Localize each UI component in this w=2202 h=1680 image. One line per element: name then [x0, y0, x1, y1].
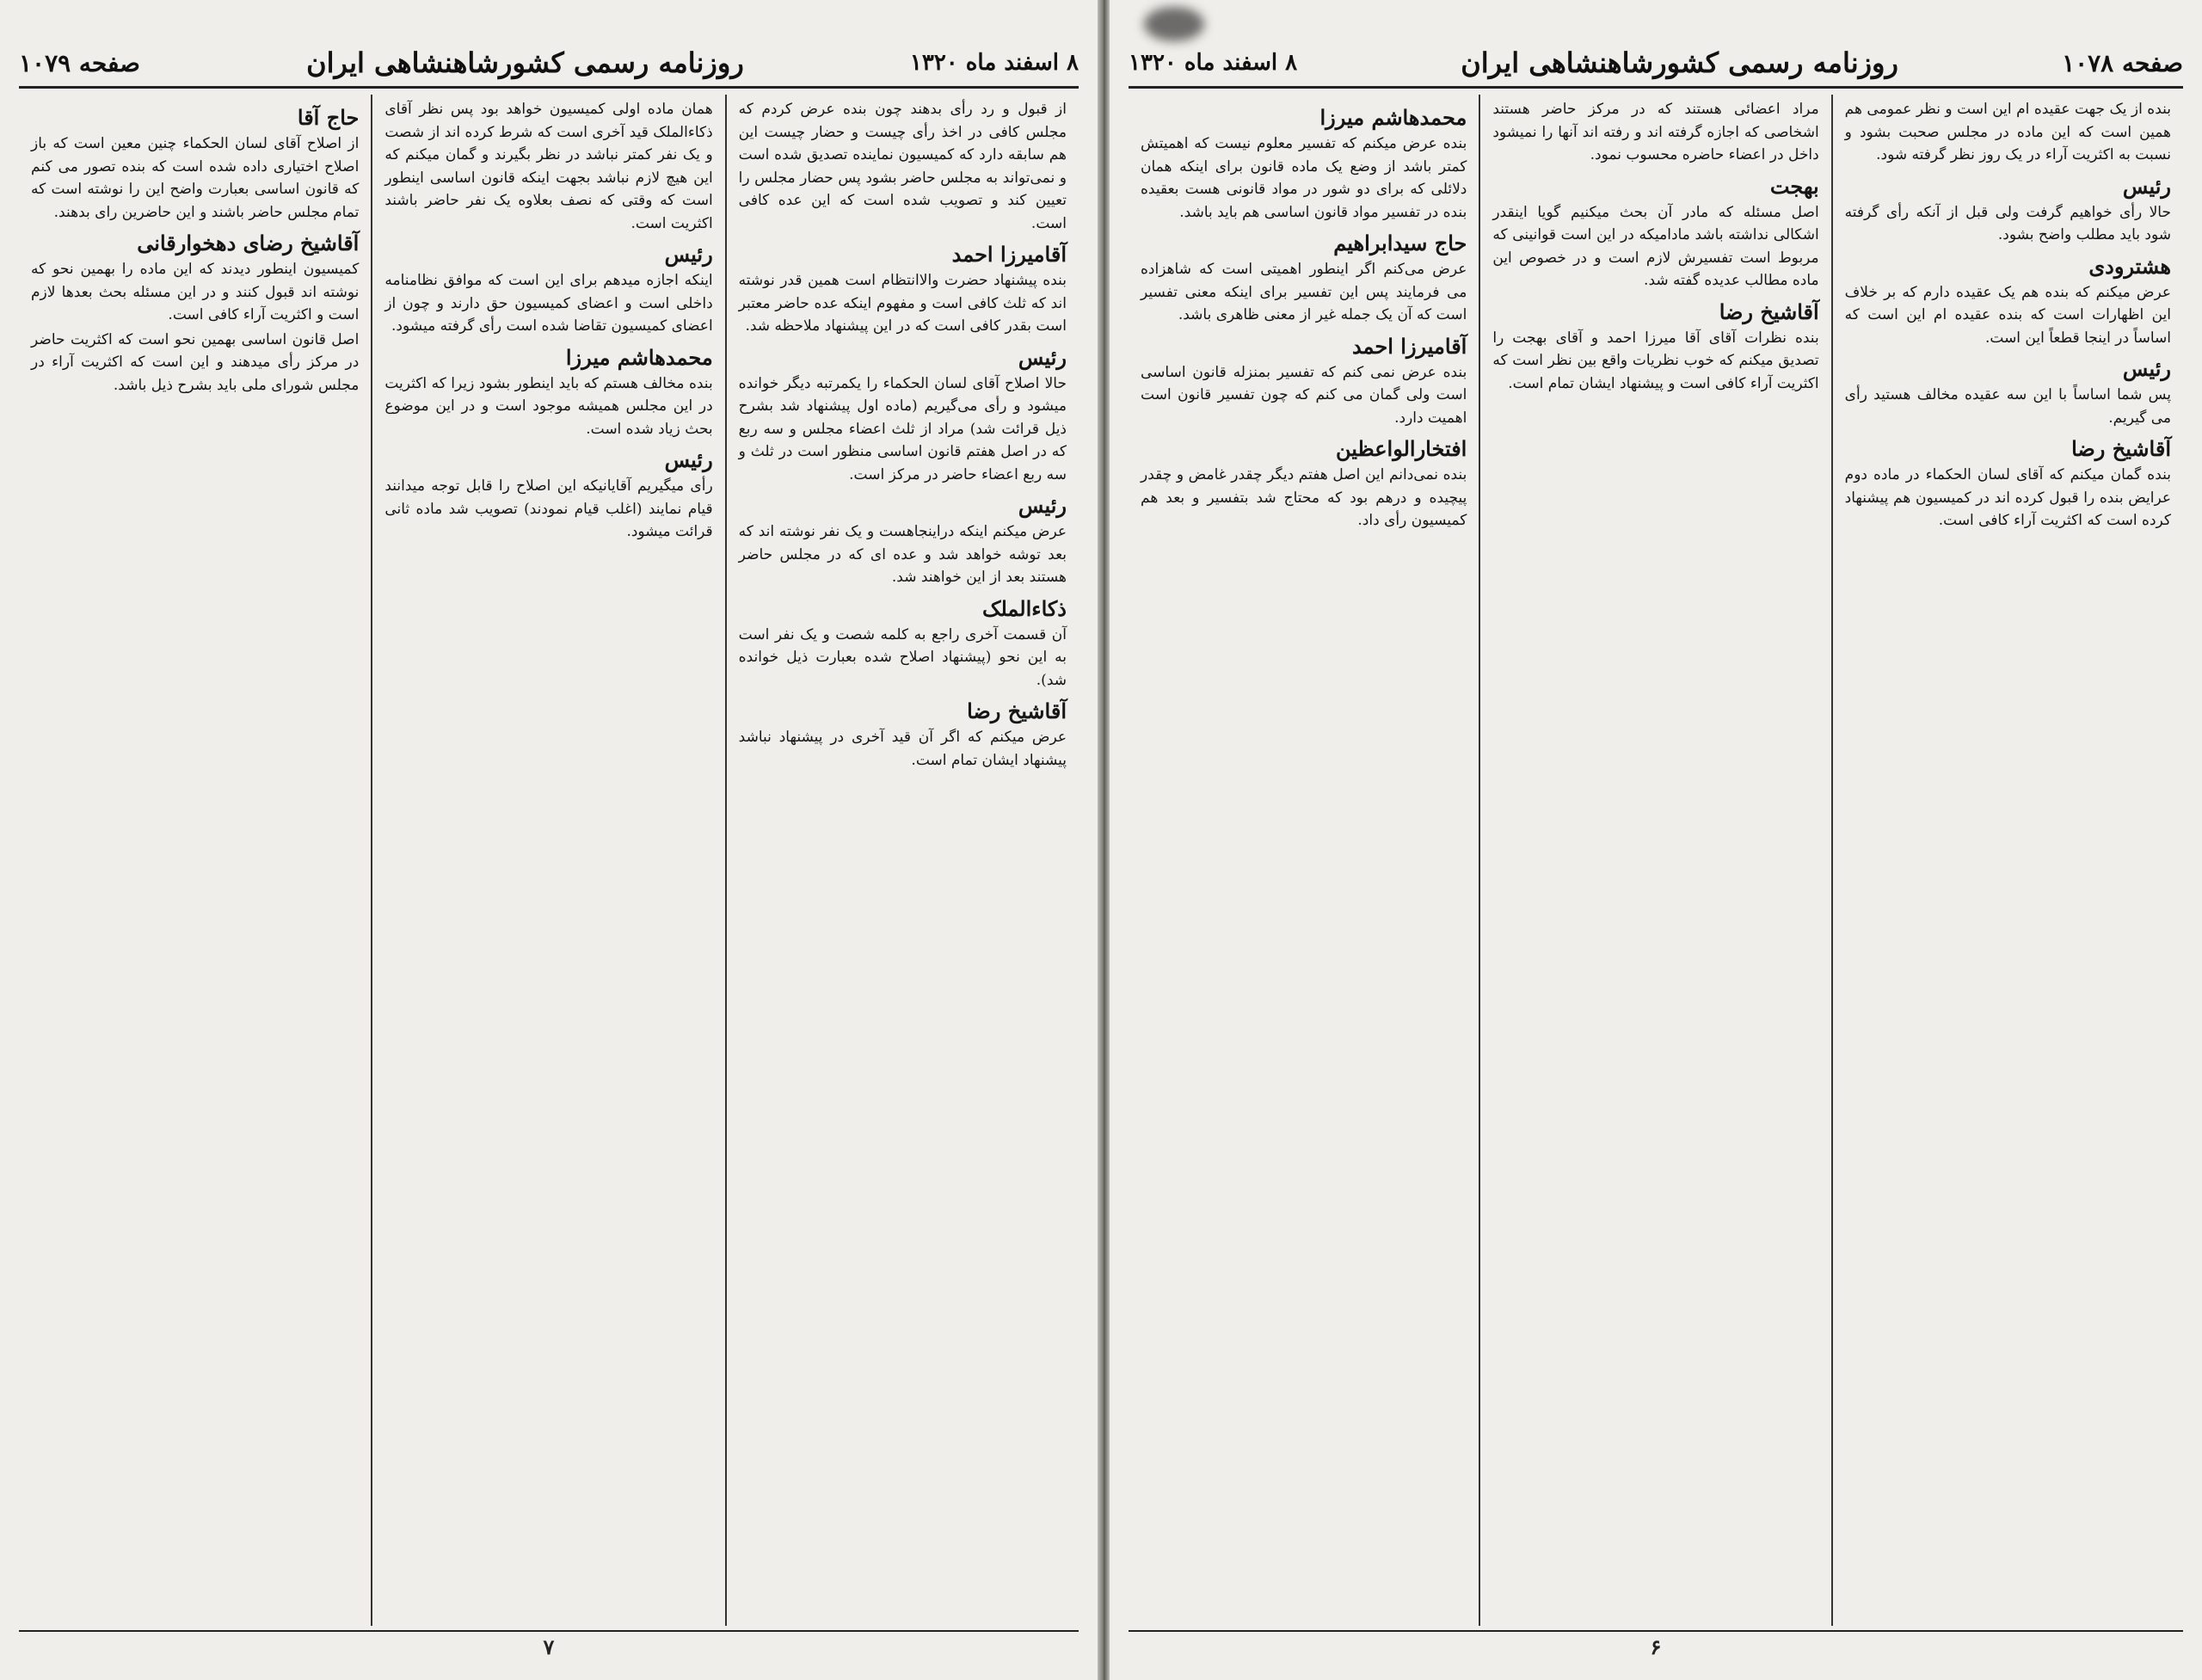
left-page-header — [19, 38, 1079, 88]
right-column-2 — [1480, 95, 1832, 1626]
speaker-name: آقاشیخ رضای دهخوارقانی — [137, 231, 360, 255]
speaker-name: رئیس — [664, 447, 713, 472]
speaker-name: رئیس — [2122, 173, 2171, 199]
right-footer-rule — [1129, 1630, 2183, 1632]
speaker-name: آقامیرزا احمد — [951, 242, 1067, 267]
speaker-name: آقامیرزا احمد — [1351, 333, 1467, 359]
speaker-name: ذکاءالملک — [982, 595, 1067, 621]
speaker-name: رئیس — [1018, 344, 1067, 370]
left-header-title: روزنامه رسمی کشورشاهنشاهی ایران — [306, 46, 744, 79]
paragraph: عرض میکنم اینکه دراینجاهست و یک نفر نوشته اند که بعد توشه خواهد شد و عده ای که در مجلس حاضر هستند بعد از این خواهند شد. — [738, 523, 1067, 586]
paragraph: همان ماده اولی کمیسیون خواهد بود پس نظر آقای ذکاءالملک قید آخری است که شرط کرده اند از شصت و یک نفر کمتر نباشد در نظر بگیرند و گمان میکنم که این هیچ لازم نباشد بجهت اینکه قانون اساسی اینطور است که وقتی که نصف بعلاوه یک نفر حاضر باشند اکثریت است. — [384, 101, 713, 232]
left-header-rule — [19, 86, 1079, 89]
speaker-name: رئیس — [664, 242, 713, 267]
paragraph: حالا رأی خواهیم گرفت ولی قبل از آنکه رأی گرفته شود باید مطلب واضح بشود. — [1844, 203, 2171, 243]
right-page-number: ۶ — [1650, 1634, 1662, 1659]
right-header-date: ۸ اسفند ماه ۱۳۲۰ — [1129, 50, 1298, 76]
right-column-3 — [1129, 95, 1480, 1626]
left-header-page-label: صفحه ۱۰۷۹ — [19, 48, 140, 77]
paragraph: بنده از یک جهت عقیده ام این است و نظر عمومی هم همین است که این ماده در مجلس صحبت بشود و نسبت به اکثریت آراء در یک روز نظر گرفته شود. — [1844, 101, 2171, 163]
book-gutter — [1098, 0, 1110, 1680]
right-header-rule — [1129, 86, 2183, 89]
speaker-name: آقاشیخ رضا — [967, 698, 1067, 723]
right-page — [1110, 0, 2202, 1680]
speaker-name: محمدهاشم میرزا — [1319, 105, 1467, 130]
right-page-header — [1129, 38, 2183, 88]
paragraph: بنده پیشنهاد حضرت والاانتظام است همین قدر نوشته اند که ثلث کافی است و مفهوم اینکه عده حاضر معتبر است بقدر کافی است که در این پیشنهاد ملاحظه شد. — [738, 272, 1067, 335]
left-header-date: ۸ اسفند ماه ۱۳۲۰ — [909, 50, 1079, 76]
paragraph: بنده نظرات آقای آقا میرزا احمد و آقای بهجت را تصدیق میکنم که خوب نظریات واقع بین نظر است که اکثریت آراء کافی است و پیشنهاد ایشان تمام است. — [1492, 329, 1819, 392]
right-header-title: روزنامه رسمی کشورشاهنشاهی ایران — [1461, 46, 1898, 79]
speaker-name: آقاشیخ رضا — [1719, 298, 1819, 324]
paragraph: کمیسیون اینطور دیدند که این ماده را بهمین نحو که نوشته اند قبول کنند و در این مسئله بحث بعدها لازم است و اکثریت آراء کافی است. — [31, 261, 360, 323]
paragraph: پس شما اساساً با این سه عقیده مخالف هستید رأی می گیریم. — [1844, 386, 2171, 427]
paragraph: بنده عرض نمی کنم که تفسیر بمنزله قانون اساسی است ولی گمان می کنم که چون تفسیر قانون است اهمیت دارد. — [1141, 363, 1467, 427]
paragraph: رأی میگیریم آقایانیکه این اصلاح را قابل توجه میدانند قیام نمایند (اغلب قیام نمودند) تصویب شد ماده ثانی قرائت میشود. — [384, 477, 713, 540]
paragraph: اینکه اجازه میدهم برای این است که موافق نظامنامه داخلی است و اعضای کمیسیون حق دارند و چون از اعضای کمیسیون تقاضا شده است رأی گرفته میشود. — [384, 272, 713, 335]
speaker-name: هشترودی — [2088, 253, 2171, 279]
paragraph: بنده عرض میکنم که تفسیر معلوم نیست که اهمیتش کمتر باشد از وضع یک ماده قانون برای اینکه همان دلائلی که برای دو شور در مواد قانونی هست بعقیده بنده در تفسیر مواد قانون اساسی هم باید باشد. — [1141, 135, 1467, 221]
left-page — [0, 0, 1098, 1680]
left-column-2 — [372, 95, 726, 1626]
paragraph: مراد اعضائی هستند که در مرکز حاضر هستند اشخاصی که اجازه گرفته اند و رفته اند آنها را نمیشود داخل در اعضاء حاضره محسوب نمود. — [1492, 101, 1819, 163]
speaker-name: بهجت — [1769, 173, 1819, 199]
ink-smudge — [1144, 7, 1204, 41]
paragraph: حالا اصلاح آقای لسان الحکماء را یکمرتبه دیگر خوانده میشود و رأی می‌گیریم (ماده اول پیشنهاد شد بشرح ذیل قرائت شد) مراد از ثلث اعضاء مجلس و سه ربع که در اصل هفتم قانون اساسی منظور است در ثلث و سه ربع اعضاء حاضر در مرکز است. — [738, 374, 1067, 483]
speaker-name: آقاشیخ رضا — [2071, 436, 2171, 461]
paragraph: بنده نمی‌دانم این اصل هفتم دیگر چقدر غامض و چقدر پیچیده و درهم بود که محتاج شد بتفسیر و بعد هم کمیسیون رأی داد. — [1141, 466, 1467, 529]
speaker-name: رئیس — [2122, 356, 2171, 381]
paragraph: بنده گمان میکنم که آقای لسان الحکماء در ماده دوم عرایض بنده را قبول کرده اند در کمیسیون هم پیشنهاد کرده است که اکثریت آراء کافی است. — [1844, 466, 2171, 529]
left-page-number: ۷ — [543, 1634, 555, 1659]
paragraph: عرض میکنم که اگر آن قید آخری در پیشنهاد نباشد پیشنهاد ایشان تمام است. — [738, 729, 1067, 769]
paragraph: آن قسمت آخری راجع به کلمه شصت و یک نفر است به این نحو (پیشنهاد اصلاح شده بعبارت ذیل خوانده شد). — [738, 625, 1067, 689]
left-footer-rule — [19, 1630, 1079, 1632]
left-column-1 — [727, 95, 1079, 1626]
speaker-name: رئیس — [1018, 493, 1067, 518]
paragraph: عرض می‌کنم اگر اینطور اهمیتی است که شاهزاده می فرمایند پس این تفسیر برای اینکه معنی تفسیر است که آن یک جمله غیر از معنی ظاهری باشد. — [1141, 261, 1467, 323]
speaker-name: حاج آقا — [297, 105, 360, 130]
right-column-1 — [1833, 95, 2183, 1626]
right-page-columns — [1129, 95, 2183, 1626]
right-header-page-label: صفحه ۱۰۷۸ — [2062, 48, 2183, 77]
paragraph: اصل قانون اساسی بهمین نحو است که اکثریت حاضر در مرکز رأی میدهند و این است که اکثریت آراء در مجلس شورای ملی باید بشرح ذیل باشد. — [31, 330, 360, 394]
left-page-columns — [19, 95, 1079, 1626]
paragraph: از قبول و رد رأی بدهند چون بنده عرض کردم که مجلس کافی در اخذ رأی چیست و حضار چیست این هم سابقه دارد که کمیسیون نماینده تصدیق شده است و نمی‌تواند به مجلس حاضر بشود پس حضار مجلس را تعیین کند و تصویب شده است که این عده کافی است. — [738, 101, 1067, 232]
paragraph: بنده مخالف هستم که باید اینطور بشود زیرا که اکثریت در این مجلس همیشه موجود است و در این موضوع بحث زیاد شده است. — [384, 374, 713, 438]
paragraph: عرض میکنم که بنده هم یک عقیده دارم که بر خلاف این اظهارات است که بنده عقیده ام این است که اساساً در اینجا قطعاً این است. — [1844, 283, 2171, 347]
paragraph: از اصلاح آقای لسان الحکماء چنین معین است که باز اصلاح اختیاری داده شده است که بنده تصور می کنم که قانون اساسی بعبارت واضح این را نوشته است که تمام مجلس حاضر باشند و این حاضرین رای بدهند. — [31, 135, 360, 221]
paragraph: اصل مسئله که مادر آن بحث میکنیم گویا اینقدر اشکالی نداشته باشد مادامیکه در این است قوانینی که مربوط است تفسیرش لازم است و در خصوص این ماده مطالب عدیده گفته شد. — [1492, 203, 1819, 289]
speaker-name: محمدهاشم میرزا — [565, 344, 713, 370]
speaker-name: حاج سیدابراهیم — [1333, 231, 1467, 255]
left-column-3 — [19, 95, 372, 1626]
speaker-name: افتخارالواعظین — [1336, 436, 1467, 461]
